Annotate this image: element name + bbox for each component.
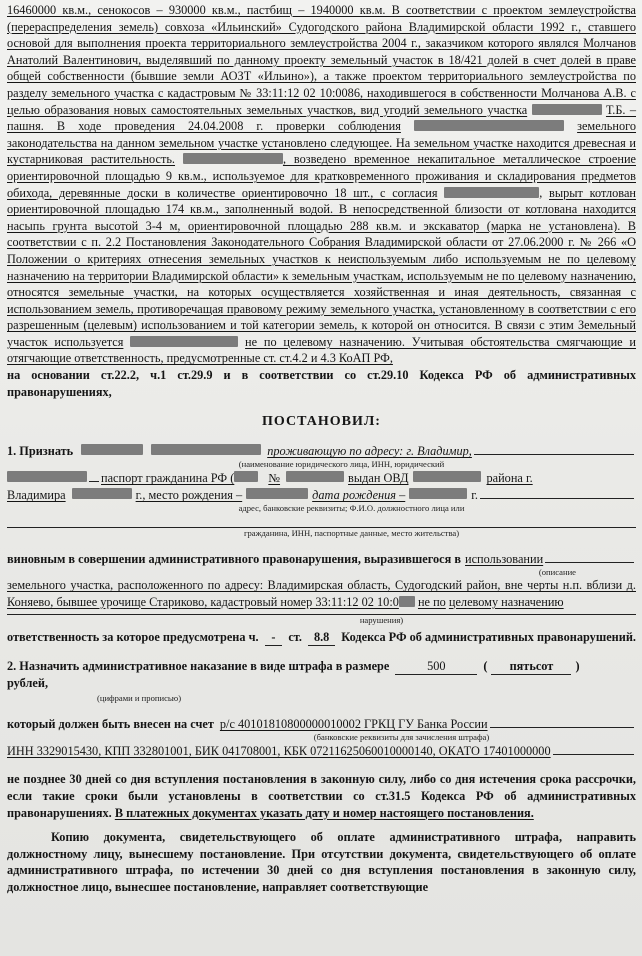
redaction-block: [7, 471, 87, 482]
blank-line: [7, 513, 636, 528]
caption-violation: нарушения): [359, 615, 404, 626]
redaction-block: [81, 444, 143, 455]
bank-details: ИНН 3329015430, КПП 332801001, БИК 041708001, КБК 07211625060010000140, ОКАТО 17401000000: [7, 744, 551, 759]
final-paragraph: Копию документа, свидетельствующего об оплате административного штрафа, направить должностному лицу, вынесшему постановление. При отсутствии документа, свидетельствующего об оплате административного штрафа, по истечении 30 дней со дня вступления постановления в законную силу, должностное лицо, вынесшее постановление, направляет соответствующие: [7, 830, 636, 894]
liability-row: [7, 629, 636, 646]
redaction-block: [246, 488, 308, 499]
redaction-block: [130, 336, 238, 347]
caption-desc: (описание: [538, 567, 576, 578]
liability-text: ответственность за которое предусмотрена ч.: [7, 630, 259, 645]
violation-text: земельного участка, расположенного по адресу: Владимирская область, Судогодский район, вне черты н.п. вблизи д. Коняево, бывшее урочище Стариково, кадастровый номер 33:11:12 02 10:0: [7, 578, 636, 609]
passport-row: [7, 469, 636, 486]
caption-citizen: гражданина, ИНН, паспортные данные, место жительства): [243, 528, 460, 539]
caption-name: (наименование юридического лица, ИНН, юридический: [238, 459, 445, 470]
passport-text: паспорт гражданина РФ (: [101, 471, 235, 486]
redaction-block: [409, 488, 467, 499]
account-number: р/с 40101810800000010002 ГРКЦ ГУ Банка России: [219, 717, 488, 732]
account-row: [7, 715, 636, 732]
rub-row: [7, 675, 636, 691]
body-paragraph: 16460000 кв.м., сенокосов – 930000 кв.м., пастбищ – 1940000 кв.м. В соответствии с проектом землеустройства (перераспределения земель) совхоза «Ильинский» Судогодского района Владимирской области 1992 г., ставшего основой для выполнения проекта территориального землеустройства 2004 г., заказчиком которого являлся Молчанов Анатолий Валентинович, выделявший по данному проекту земельный участок в 18/421 долей в счет долей в праве общей собственности (бывшие земли АОЗТ «Ильино»), а также проектом территориального землеустройства по разделу земельного участка с кадастровым № 33:11:12 02 10:0086, находившегося в собственности Молчанова А.В. с целью образования новых самостоятельных земельных участков, вид угодий земельного участка Т.Б. – пашня. В ходе проведения 24.04.2008 г. проверки соблюдения земельного законодательства на данном земельном участке установлено следующее. На земельном участке находится древесная и кустарниковая растительность. , возведено временное некапитальное металлическое строение ориентировочной площадью 9 кв.м., используемое для кратковременного проживания и складирования предметов обихода, деревянные доски в количестве ориентировочно 18 шт., с согласия , вырыт котлован ориентировочной площадью 174 кв.м., заполненный водой. В непосредственной близости от котлована находится насыпь грунта высотой 3-4 м, ориентировочной площадью 288 кв.м. и экскаватор (марка не установлена). В соответствии с п. 2.2 Постановления Законодательного Собрания Владимирской области от 27.06.2000 г. № 266 «О Положении о критериях отнесения земельных участков к неиспользуемым либо используемым не по целевому назначению на территории Владимирской области» к земельным участкам, используемым не по целевому назначению, относятся земельные участки, на которых осуществляется хозяйственная и иная деятельность, связанная с использованием земель, противоречащая правовому режиму земельного участка, установленному в соответствии с его разрешенным (целевым) использованием и той категории земель, к которой он относится. В связи с этим Земельный участок используется не по целевому назначению. Учитывая обстоятельства смягчающие и отягчающие ответственность, предусмотренные ст. ст.4.2 и 4.3 КоАП РФ,: [7, 3, 637, 366]
redaction-block: [413, 471, 481, 482]
caption-address: адрес, банковские реквизиты; Ф.И.О. должностного лица или: [238, 503, 465, 514]
blank-line: [480, 486, 634, 499]
deadline-note: В платежных документах указать дату и номер настоящего постановления.: [114, 805, 534, 820]
decision-title: ПОСТАНОВИЛ:: [262, 414, 381, 430]
item1-row: [7, 442, 636, 459]
issued-by: выдан ОВД: [348, 471, 409, 486]
paragraph-text: , возведено временное некапитальное металлическое строение ориентировочной площадью 9 кв.м., используемое для кратковременного проживания и складирования предметов обихода, деревянные доски в количестве ориентировочно 18 шт., с согласия: [7, 152, 636, 200]
liability-article: 8.8: [308, 629, 335, 646]
redaction-block: [286, 471, 344, 482]
redaction-block: [151, 444, 261, 455]
guilty-text: виновным в совершении административного правонарушения, выразившегося в: [7, 552, 462, 567]
blank-line: [89, 469, 99, 482]
paragraph-text: 16460000 кв.м., сенокосов – 930000 кв.м., пастбищ – 1940000 кв.м. В соответствии с проектом землеустройства (перераспределения земель) совхоза «Ильинский» Судогодского района Владимирской области 1992 г., ставшего основой для выполнения проекта территориального землеустройства 2004 г., заказчиком которого являлся Молчанов Анатолий Валентинович, выделявший по данному проекту земельный участок в 18/421 долей в счет долей в праве общей собственности (бывшие земли АОЗТ «Ильино»), а также проектом территориального землеустройства по разделу земельного участка с кадастровым № 33:11:12 02 10:0086, находившегося в собственности Молчанова А.В. с целью образования новых самостоятельных земельных участков, вид угодий земельного участка: [7, 3, 636, 117]
redaction-block: [444, 187, 539, 198]
birth-row: [7, 486, 636, 503]
resident-text: проживающую по адресу: г. Владимир,: [267, 444, 472, 459]
birth-date: дата рождения –: [312, 488, 406, 503]
liability-code: Кодекса РФ об административных правонарушений.: [341, 630, 636, 645]
passport-no: №: [268, 471, 281, 486]
blank-line: [474, 442, 634, 455]
guilty-row: [7, 550, 636, 567]
blank-line: [553, 742, 634, 755]
redaction-block: [234, 471, 258, 482]
violation-paragraph: [7, 577, 636, 610]
paragraph-text: вырыт котлован ориентировочной площадью 174 кв.м., заполненный водой. В непосредственной близости от котлована находится насыпь грунта высотой 3-4 м, ориентировочной площадью 288 кв.м. и экскаватор (марка не установлена). В соответствии с п. 2.2 Постановления Законодательного Собрания Владимирской области от 27.06.2000 г. № 266 «О Положении о критериях отнесения земельных участков к неиспользуемым либо используемым не по целевому назначению на территории Владимирской области» к земельным участкам, используемым не по целевому назначению, относятся земельные участки, на которых осуществляется хозяйственная и иная деятельность, связанная с использованием земель, противоречащая правовому режиму земельного участка, установленному в соответствии с его разрешенным (целевым) использованием и той категории земель, к которой он относится. В связи с этим Земельный участок используется: [7, 185, 636, 349]
redaction-block: [532, 104, 602, 115]
fine-amount: 500: [395, 658, 477, 675]
legal-basis: на основании ст.22.2, ч.1 ст.29.9 и в соответствии со ст.29.10 Кодекса РФ об административных правонарушениях,: [7, 368, 636, 399]
birth-place: г., место рождения –: [135, 488, 243, 503]
fine-row: 2. Назначить административное наказание в виде штрафа в размере 500 ( пятьсот ): [7, 659, 580, 674]
caption-digits: (цифрами и прописью): [97, 693, 182, 704]
district-text: района г.: [486, 471, 533, 486]
redaction-block: [399, 596, 415, 607]
liability-part: -: [265, 629, 283, 646]
liability-st: ст.: [288, 630, 302, 645]
paragraph-text: Т.Б. – пашня. В ходе проведения 24.04.2008 г. проверки соблюдения: [7, 102, 636, 134]
blank-line: [490, 715, 634, 728]
paragraph-text: не по целевому назначению. Учитывая обстоятельства смягчающие и отягчающие ответственность, предусмотренные ст. ст.4.2 и 4.3 КоАП РФ,: [7, 334, 637, 366]
redaction-block: [183, 153, 283, 164]
deadline-paragraph: [7, 771, 636, 821]
violation-tail: не по: [417, 594, 446, 609]
redaction-block: [72, 488, 132, 499]
paragraph-text: земельного законодательства на данном земельном участке установлено следующее. На земельном участке находится древесная и кустарниковая растительность.: [7, 119, 637, 167]
fine-text: 2. Назначить административное наказание в виде штрафа в размере: [7, 659, 390, 674]
guilty-use: использовании: [465, 552, 544, 567]
bank-row: [7, 742, 636, 759]
blank-line: [545, 550, 634, 563]
rub-text: рублей,: [7, 676, 49, 691]
year-suffix: г.: [471, 488, 478, 503]
item1-label: 1. Признать: [7, 444, 74, 459]
caption-bank: (банковские реквизиты для зачисления штрафа): [313, 732, 490, 743]
redaction-block: [414, 120, 564, 131]
fine-words: пятьсот: [491, 658, 571, 675]
deadline-text: не позднее 30 дней со дня вступления постановления в законную силу, либо со дня истечения срока рассрочки, если такие сроки были установлены в соответствии со ст.31.5 Кодекса РФ об административных правонарушениях.: [7, 772, 636, 820]
city-text: Владимира: [7, 488, 66, 503]
violation-end: целевому назначению: [448, 594, 564, 609]
account-label: который должен быть внесен на счет: [7, 717, 214, 732]
